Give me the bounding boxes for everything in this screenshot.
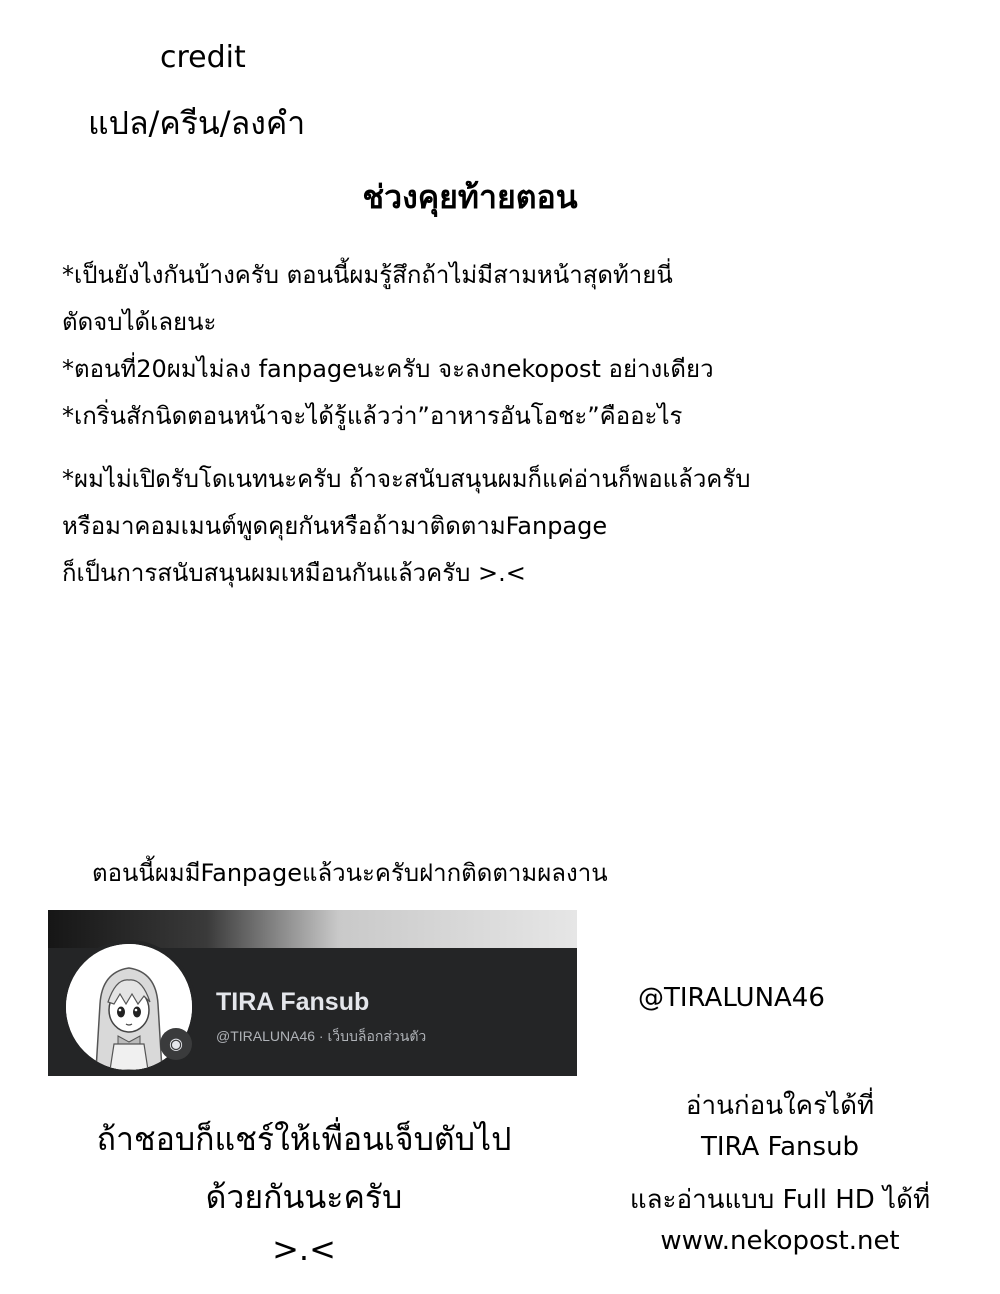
note-line: *ตอนที่20ผมไม่ลง fanpageนะครับ จะลงnekopost อย่างเดียว bbox=[62, 355, 714, 383]
support-line: *ผมไม่เปิดรับโดเนทนะครับ ถ้าจะสนับสนุนผมก็แค่อ่านก็พอแล้วครับ bbox=[62, 465, 751, 493]
facebook-page-name[interactable]: TIRA Fansub bbox=[216, 988, 370, 1016]
read-first-label: อ่านก่อนใครได้ที่ bbox=[685, 1091, 875, 1121]
share-message-emoticon: >.< bbox=[272, 1230, 336, 1268]
facebook-page-handle: @TIRALUNA46 · เว็บบล็อกส่วนตัว bbox=[216, 1028, 427, 1044]
share-message-line: ถ้าชอบก็แชร์ให้เพื่อนเจ็บตับไป bbox=[96, 1120, 512, 1158]
credit-roles: แปล/ครีน/ลงคำ bbox=[88, 104, 306, 142]
nekopost-link[interactable]: www.nekopost.net bbox=[660, 1226, 900, 1256]
facebook-page-banner bbox=[48, 910, 577, 1076]
support-line: ก็เป็นการสนับสนุนผมเหมือนกันแล้วครับ >.< bbox=[62, 559, 526, 587]
fanpage-note: ตอนนี้ผมมีFanpageแล้วนะครับฝากติดตามผลงาน bbox=[92, 859, 608, 887]
support-line: หรือมาคอมเมนต์พูดคุยกันหรือถ้ามาติดตามFanpage bbox=[62, 512, 608, 540]
camera-icon[interactable]: ◉ bbox=[160, 1028, 192, 1060]
section-title: ช่วงคุยท้ายตอน bbox=[362, 178, 578, 216]
note-line: *เป็นยังไงกันบ้างครับ ตอนนี้ผมรู้สึกถ้าไม่มีสามหน้าสุดท้ายนี่ bbox=[62, 261, 673, 289]
social-handle: @TIRALUNA46 bbox=[638, 983, 825, 1013]
fansub-name: TIRA Fansub bbox=[700, 1132, 860, 1162]
full-hd-label: และอ่านแบบ Full HD ได้ที่ bbox=[629, 1185, 931, 1215]
credit-label: credit bbox=[160, 40, 246, 75]
share-message-line: ด้วยกันนะครับ bbox=[205, 1178, 403, 1216]
note-line: *เกริ่นสักนิดตอนหน้าจะได้รู้แล้วว่า”อาหารอันโอชะ”คืออะไร bbox=[62, 402, 683, 430]
note-line: ตัดจบได้เลยนะ bbox=[62, 308, 217, 336]
